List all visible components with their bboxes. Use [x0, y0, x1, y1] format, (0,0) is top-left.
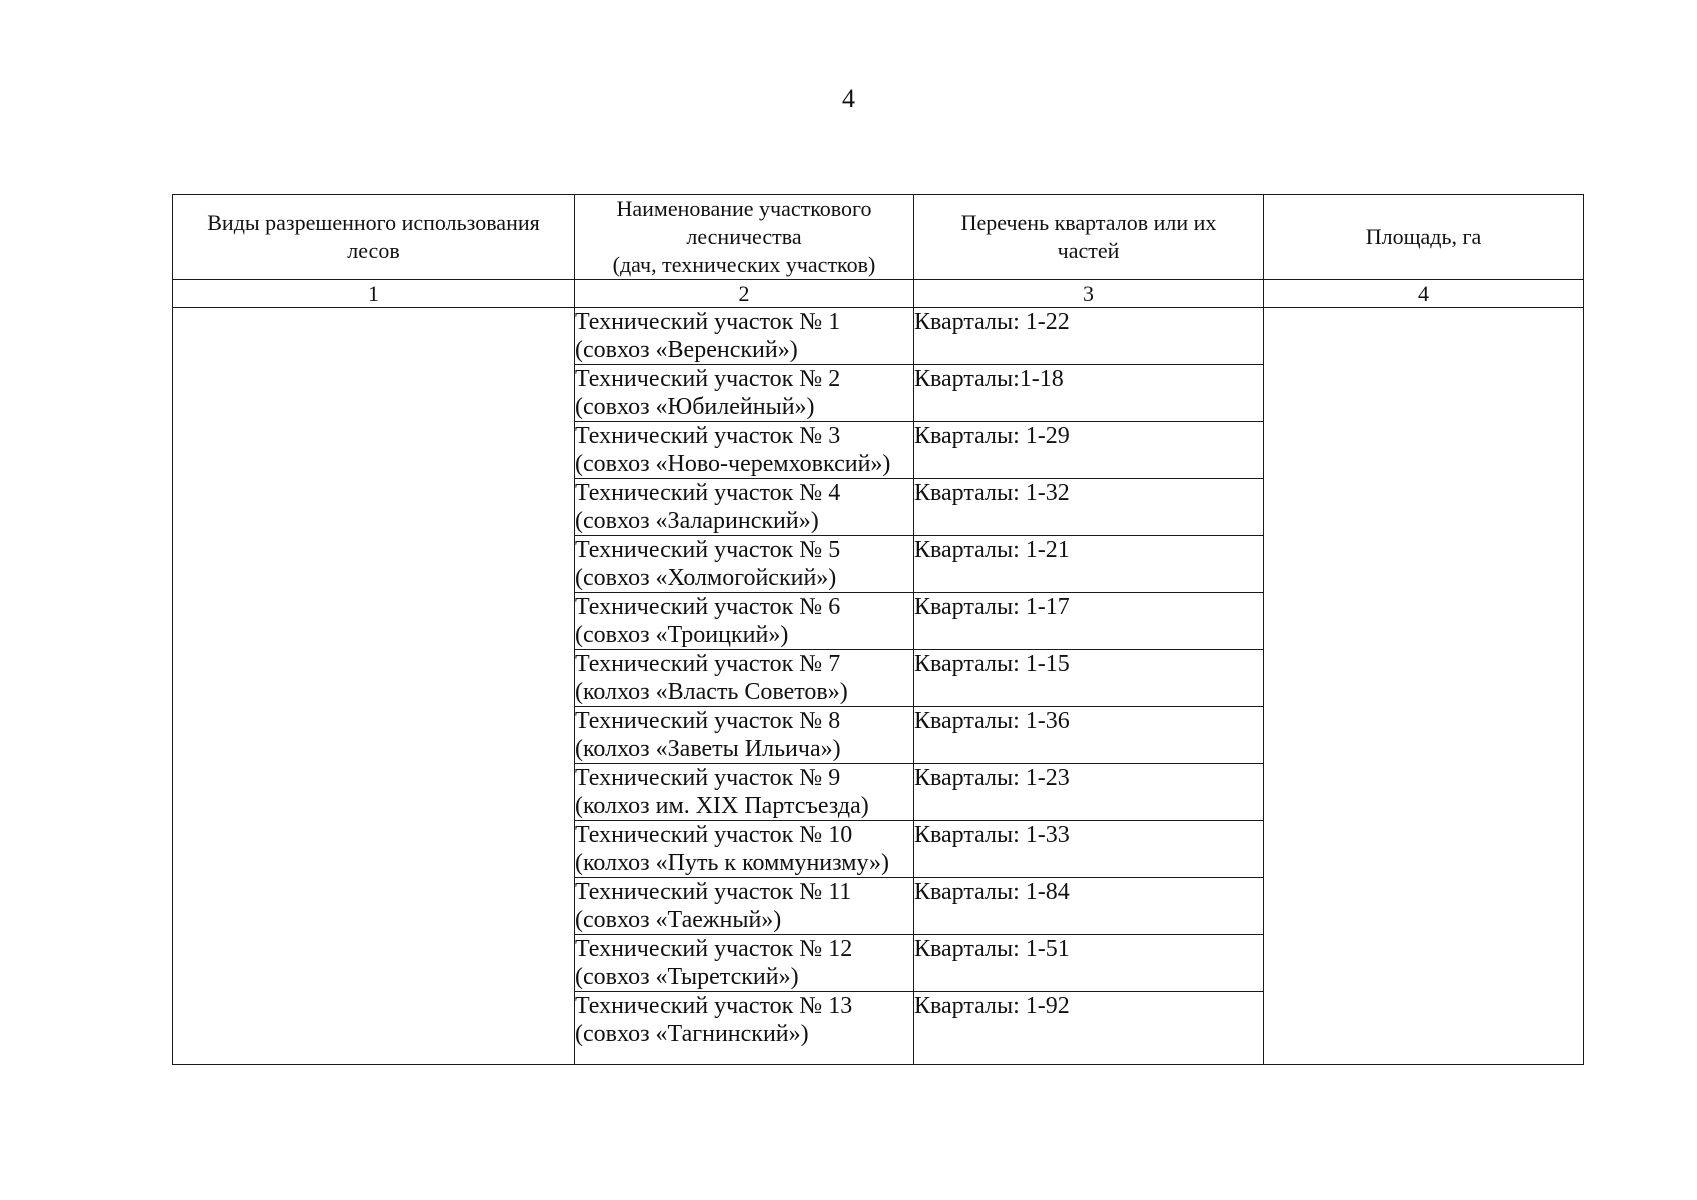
forestry-name-line1: Технический участок № 2 — [575, 366, 841, 392]
forestry-name-cell — [575, 650, 914, 707]
forestry-name-cell — [575, 593, 914, 650]
forestry-name-cell — [575, 821, 914, 878]
header-forestry-name-line3: (дач, технических участков) — [612, 252, 876, 277]
quarters-cell: Кварталы: 1-92 — [914, 992, 1264, 1065]
forestry-name-line1: Технический участок № 13 — [575, 993, 853, 1019]
forestry-name-line1: Технический участок № 10 — [575, 822, 853, 848]
column-number-4: 4 — [1264, 280, 1584, 308]
column-number-2: 2 — [575, 280, 914, 308]
quarters-cell: Кварталы: 1-15 — [914, 650, 1264, 707]
header-use-types-line1: Виды разрешенного использования — [207, 210, 540, 235]
forestry-name-line1: Технический участок № 12 — [575, 936, 853, 962]
forestry-name-line2: (совхоз «Троицкий») — [575, 622, 789, 648]
header-use-types-line2: лесов — [347, 238, 400, 263]
header-area-label: Площадь, га — [1365, 224, 1482, 249]
forestry-name-cell — [575, 365, 914, 422]
quarters-cell: Кварталы: 1-23 — [914, 764, 1264, 821]
forestry-name-line2: (колхоз им. XIX Партсъезда) — [575, 793, 869, 819]
forestry-name-line1: Технический участок № 4 — [575, 480, 841, 506]
column-number-3: 3 — [914, 280, 1264, 308]
forestry-name-line1: Технический участок № 7 — [575, 651, 841, 677]
header-forestry-name-line1: Наименование участкового — [616, 196, 872, 221]
table-row — [173, 308, 1584, 365]
forestry-name-line2: (колхоз «Власть Советов») — [575, 679, 848, 705]
header-forestry-name — [575, 195, 914, 280]
header-quarters-list-line2: частей — [1057, 238, 1120, 263]
column-number-1: 1 — [173, 280, 575, 308]
quarters-cell: Кварталы: 1-22 — [914, 308, 1264, 365]
forestry-name-cell — [575, 308, 914, 365]
forestry-name-cell — [575, 878, 914, 935]
forestry-name-cell — [575, 764, 914, 821]
quarters-cell: Кварталы:1-18 — [914, 365, 1264, 422]
forestry-name-line1: Технический участок № 3 — [575, 423, 841, 449]
header-row — [173, 195, 1584, 280]
forestry-name-line2: (совхоз «Ново-черемховксий») — [575, 451, 891, 477]
header-area — [1264, 195, 1584, 280]
forestry-name-line2: (совхоз «Заларинский») — [575, 508, 819, 534]
forestry-name-line1: Технический участок № 6 — [575, 594, 841, 620]
forestry-name-cell — [575, 707, 914, 764]
quarters-cell: Кварталы: 1-29 — [914, 422, 1264, 479]
quarters-cell: Кварталы: 1-32 — [914, 479, 1264, 536]
column-number-row — [173, 280, 1584, 308]
quarters-cell: Кварталы: 1-36 — [914, 707, 1264, 764]
forestry-name-line2: (совхоз «Веренский») — [575, 337, 798, 363]
header-quarters-list-line1: Перечень кварталов или их — [960, 210, 1217, 235]
header-use-types — [173, 195, 575, 280]
header-forestry-name-line2: лесничества — [686, 224, 802, 249]
forestry-name-line2: (совхоз «Тагнинский») — [575, 1021, 809, 1047]
quarters-cell: Кварталы: 1-33 — [914, 821, 1264, 878]
forest-use-table — [172, 194, 1584, 1065]
forestry-name-line2: (колхоз «Заветы Ильича») — [575, 736, 841, 762]
quarters-cell: Кварталы: 1-21 — [914, 536, 1264, 593]
forestry-name-line1: Технический участок № 11 — [575, 879, 852, 905]
forestry-name-line1: Технический участок № 9 — [575, 765, 841, 791]
quarters-cell: Кварталы: 1-51 — [914, 935, 1264, 992]
forestry-name-line2: (совхоз «Холмогойский») — [575, 565, 837, 591]
forestry-name-cell — [575, 536, 914, 593]
forestry-name-line1: Технический участок № 1 — [575, 309, 841, 335]
page-number: 4 — [842, 84, 855, 113]
forestry-name-cell — [575, 992, 914, 1065]
forestry-name-line1: Технический участок № 5 — [575, 537, 841, 563]
header-quarters-list — [914, 195, 1264, 280]
area-cell — [1264, 308, 1584, 1065]
quarters-cell: Кварталы: 1-17 — [914, 593, 1264, 650]
forestry-name-line1: Технический участок № 8 — [575, 708, 841, 734]
forestry-name-line2: (совхоз «Тыретский») — [575, 964, 799, 990]
forestry-name-cell — [575, 479, 914, 536]
forestry-name-line2: (колхоз «Путь к коммунизму») — [575, 850, 890, 876]
use-types-cell — [173, 308, 575, 1065]
forestry-name-line2: (совхоз «Таежный») — [575, 907, 782, 933]
quarters-cell: Кварталы: 1-84 — [914, 878, 1264, 935]
forestry-name-cell — [575, 935, 914, 992]
forestry-name-cell — [575, 422, 914, 479]
forestry-name-line2: (совхоз «Юбилейный») — [575, 394, 815, 420]
